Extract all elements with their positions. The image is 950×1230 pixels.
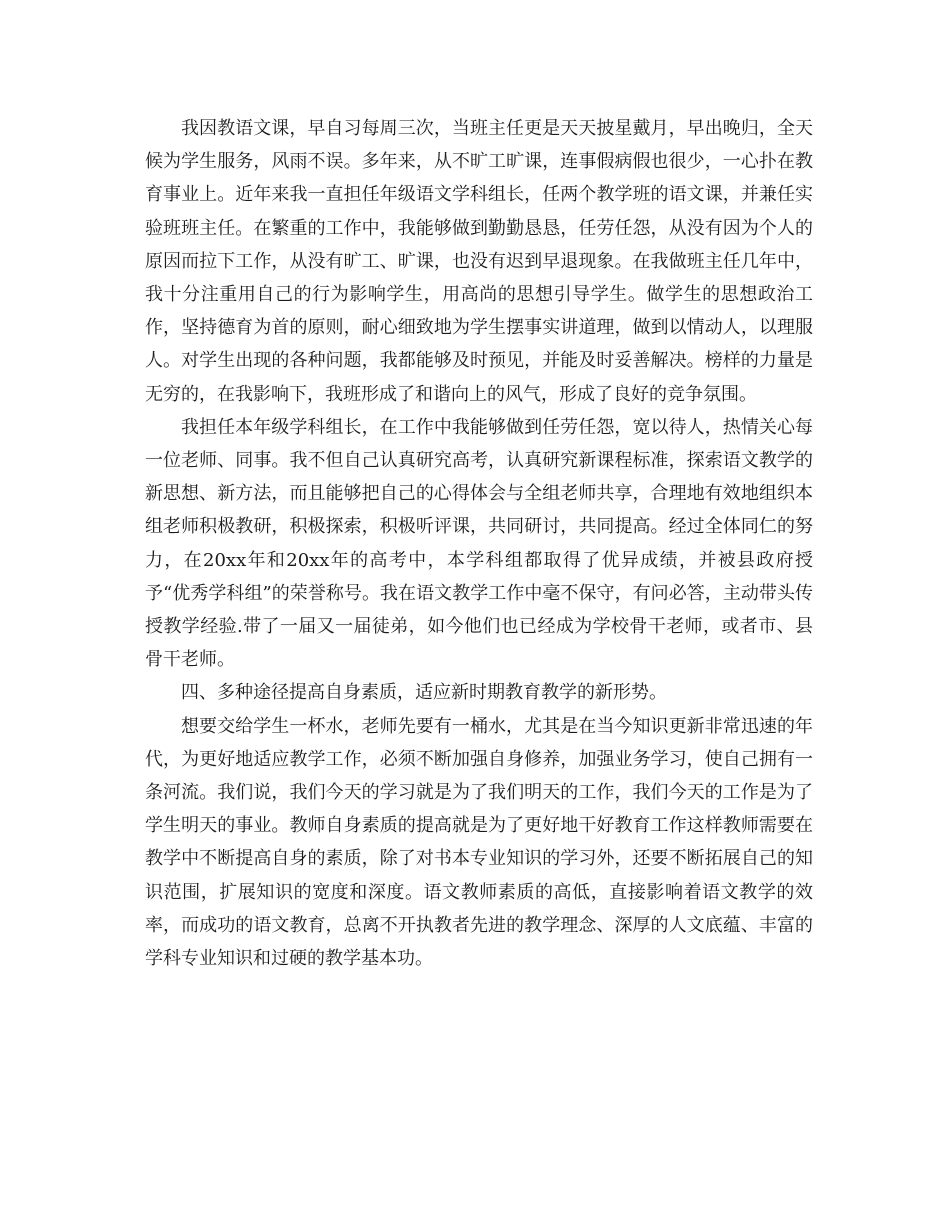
paragraph-dedication: 我因教语文课，早自习每周三次，当班主任更是天天披星戴月，早出晚归，全天候为学生服务，风雨不误。多年来，从不旷工旷课，连事假病假也很少，一心扑在教育事业上。近年来我一直担任年级语文学科组长，任两个教学班的语文课，并兼任实验班班主任。在繁重的工作中，我能够做到勤勤恳恳，任劳任怨，从没有因为个人的原因而拉下工作，从没有旷工、旷课，也没有迟到早退现象。在我做班主任几年中，我十分注重用自己的行为影响学生，用高尚的思想引导学生。做学生的思想政治工作，坚持德育为首的原则，耐心细致地为学生摆事实讲道理，做到以情动人，以理服人。对学生出现的各种问题，我都能够及时预见，并能及时妥善解决。榜样的力量是无穷的，在我影响下，我班形成了和谐向上的风气，形成了良好的竞争氛围。 xyxy=(145,118,813,405)
document-page xyxy=(145,112,813,975)
paragraph-subject-leader: 我担任本年级学科组长，在工作中我能够做到任劳任怨，宽以待人，热情关心每一位老师、同事。我不但自己认真研究高考，认真研究新课程标准，探索语文教学的新思想、新方法，而且能够把自己的心得体会与全组老师共享，合理地有效地组织本组老师积极教研，积极探索，积极听评课，共同研讨，共同提高。经过全体同仁的努力，在20xx年和20xx年的高考中，本学科组都取得了优异成绩，并被县政府授予“优秀学科组”的荣誉称号。我在语文教学工作中毫不保守，有问必答，主动带头传授教学经验.带了一届又一届徒弟，如今他们也已经成为学校骨干老师，或者市、县骨干老师。 xyxy=(145,416,813,671)
paragraph-self-improvement: 想要交给学生一杯水，老师先要有一桶水，尤其是在当今知识更新非常迅速的年代，为更好地适应教学工作，必须不断加强自身修养，加强业务学习，使自己拥有一条河流。我们说，我们今天的学习就是为了我们明天的工作，我们今天的工作是为了学生明天的事业。教师自身素质的提高就是为了更好地干好教育工作这样教师需要在教学中不断提高自身的素质，除了对书本专业知识的学习外，还要不断拓展自己的知识范围，扩展知识的宽度和深度。语文教师素质的高低，直接影响着语文教学的效率，而成功的语文教育，总离不开执教者先进的教学理念、深厚的人文底蕴、丰富的学科专业知识和过硬的教学基本功。 xyxy=(145,715,813,970)
section-heading-four: 四、多种途径提高自身素质，适应新时期教育教学的新形势。 xyxy=(181,682,667,704)
